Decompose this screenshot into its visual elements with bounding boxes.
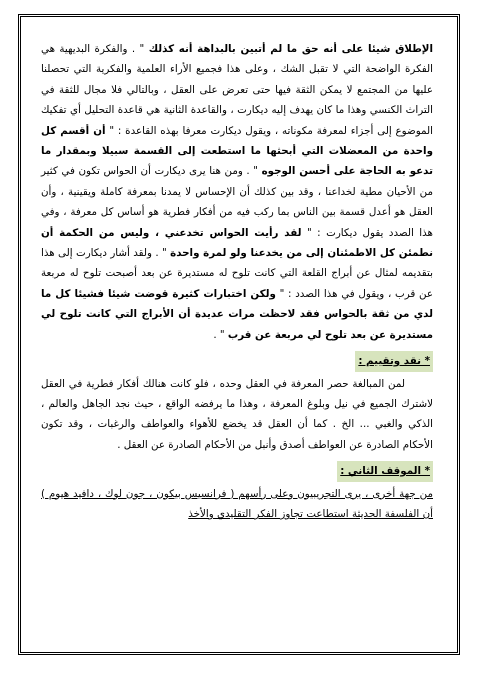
quote-senses-deceive: لقد رأيت الحواس تخدعني ، وليس من الحكمة أن نطمئن كل الاطمئنان إلى من يخدعنا ولو لمرة واحدة xyxy=(41,226,433,260)
text-quote-close: " . xyxy=(213,328,228,341)
text-tower-example: " . ولقد أشار ديكارت إلى هذا بتقديمه لمثال عن أبراج القلعة التي كانت تلوح له مستديرة عن بعد أصبحت تلوح له مربعة عن قرب ، ويقول في هذا الصدد : " xyxy=(41,247,433,300)
heading-critique: * نقد وتقييم : xyxy=(355,351,433,371)
paragraph-empiricists: من جهة أخرى ، يرى التجريبيون وعلى رأسهم ( فرانسيس بيكون ، جون لوك ، دافيد هيوم ) أن الفلسفة الحديثة استطاعت تجاوز الفكر التقليدي والأخذ xyxy=(41,487,433,520)
heading-second-position: * الموقف الثاني : xyxy=(337,461,433,481)
text-senses-deception: " . ومن هنا يرى ديكارت أن الحواس تكون في كثير من الأحيان مطية لخداعنا ، وقد بين كذلك أن الإحساس لا يمدنا بمعرفة كاملة ويقينية ، وأن العقل هو أعدل قسمة بين الناس بما ركب فيه من أفكار فطرية هو أساس كل معرفة ، وفي هذا الصدد يقول ديكارت : " xyxy=(41,165,433,239)
text-evidence-explanation: " . والفكرة البديهية هي الفكرة الواضحة التي لا تقبل الشك ، وعلى هذا فجميع الأراء العلمية والفكرية التي تحصلنا عليها من المجتمع لا يمكن الثقة فيها حتى تعرض على العقل ، وبالتالي فلا مجال للثقة في التراث الكنسي وهذا ما كان يهدف إليه ديكارت ، والقاعدة الثانية هي قاعدة التحليل أي تفكيك الموضوع إلى أجزاء لمعرفة مكوناته ، ويقول ديكارت معرفا بهذه القاعدة : " xyxy=(41,43,433,137)
page-frame xyxy=(18,14,460,655)
quote-rule-evidence: الإطلاق شيئا على أنه حق ما لم أتبين بالبداهة أنه كذلك xyxy=(148,43,433,55)
quote-rule-analysis: أن أقسم كل واحدة من المعضلات التي أبحثها ما استطعت إلى القسمة سبيلا وبمقدار ما تدعو به الحاجة على أحسن الوجوه xyxy=(41,124,433,178)
paragraph-descartes xyxy=(41,39,433,345)
document-body xyxy=(41,39,433,524)
quote-towers: ولكن اختبارات كثيرة قوضت شيئا فشيئا كل ما لدي من ثقة بالحواس فقد لاحظت مرات عديدة أن الأبراج التي كانت تلوح لي مستديرة عن بعد تلوح لي مربعة عن قرب xyxy=(41,287,433,341)
paragraph-critique: لمن المبالغة حصر المعرفة في العقل وحده ، فلو كانت هنالك أفكار فطرية في العقل لاشترك الجميع في نيل وبلوغ المعرفة ، وهذا ما يرفضه الواقع ، حيث نجد الجاهل والعالم ، الذكي والغبي ... الخ . كما أن العقل قد يخضع للأهواء والعواطف والرغبات ، وقد تكون الأحكام الصادرة عن العواطف أصدق وأنبل من الأحكام الصادرة عن العقل . xyxy=(41,377,433,451)
